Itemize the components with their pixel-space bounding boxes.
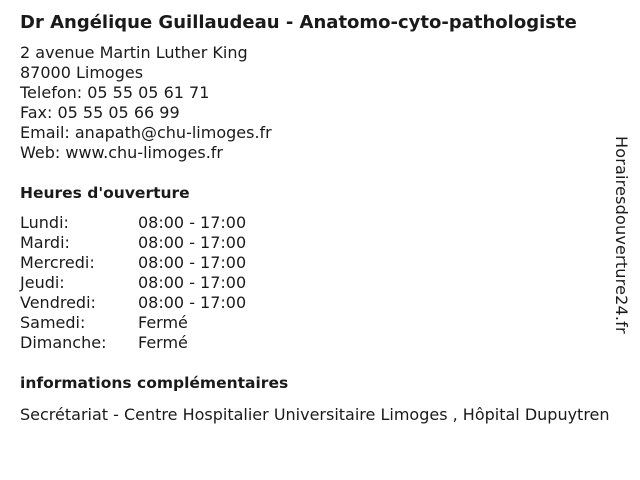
time-value: Fermé	[138, 333, 188, 352]
time-value: 08:00 - 17:00	[138, 233, 247, 252]
hours-row	[20, 333, 632, 353]
hours-table	[20, 213, 632, 353]
time-value: 08:00 - 17:00	[138, 273, 247, 292]
info-text: Secrétariat - Centre Hospitalier Universitaire Limoges , Hôpital Dupuytren	[20, 405, 610, 424]
time-value: 08:00 - 17:00	[138, 293, 247, 312]
city: 87000 Limoges	[20, 63, 144, 82]
hours-row	[20, 293, 632, 313]
time-value: Fermé	[138, 313, 188, 332]
street-address: 2 avenue Martin Luther King	[20, 43, 248, 62]
website: Web: www.chu-limoges.fr	[20, 143, 223, 162]
email: Email: anapath@chu-limoges.fr	[20, 123, 272, 142]
day-label: Samedi:	[20, 313, 86, 332]
time-value: 08:00 - 17:00	[138, 253, 247, 272]
hours-heading: Heures d'ouverture	[20, 184, 190, 202]
hours-row	[20, 253, 632, 273]
day-label: Vendredi:	[20, 293, 96, 312]
fax: Fax: 05 55 05 66 99	[20, 103, 180, 122]
time-value: 08:00 - 17:00	[138, 213, 247, 232]
page-title: Dr Angélique Guillaudeau - Anatomo-cyto-pathologiste	[20, 12, 577, 33]
day-label: Lundi:	[20, 213, 69, 232]
contact-block	[20, 43, 632, 163]
listing	[20, 12, 632, 425]
hours-row	[20, 273, 632, 293]
info-heading: informations complémentaires	[20, 374, 289, 392]
phone: Telefon: 05 55 05 61 71	[20, 83, 210, 102]
site-brand-watermark: Horairesdouverture24.fr	[612, 136, 631, 334]
day-label: Mercredi:	[20, 253, 95, 272]
day-label: Dimanche:	[20, 333, 107, 352]
hours-row	[20, 233, 632, 253]
day-label: Mardi:	[20, 233, 70, 252]
day-label: Jeudi:	[20, 273, 65, 292]
hours-row	[20, 313, 632, 333]
hours-row	[20, 213, 632, 233]
